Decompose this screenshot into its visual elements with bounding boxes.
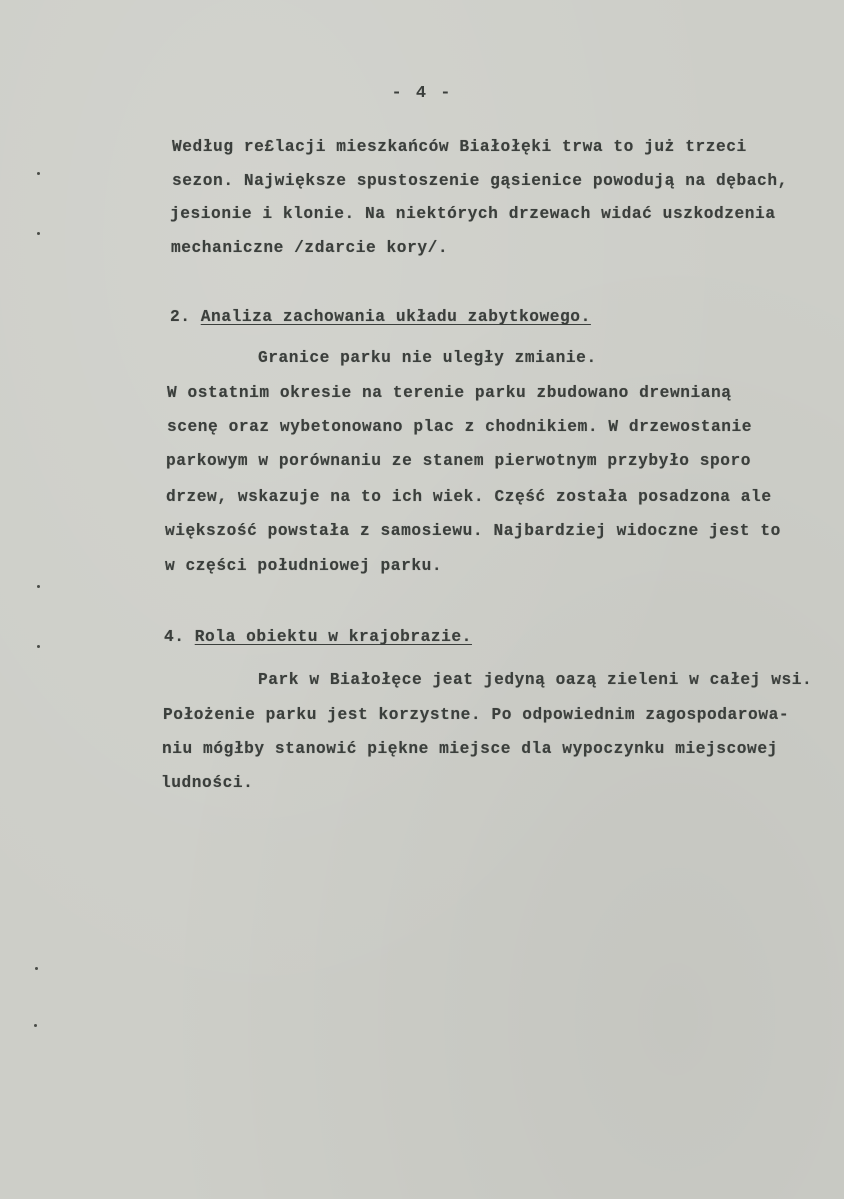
section-4-number: 4. — [164, 628, 185, 646]
paragraph-2-line-5: drzew, wskazuje na to ich wiek. Część została posadzona ale — [166, 488, 772, 506]
paragraph-2-line-3: scenę oraz wybetonowano plac z chodnikiem. W drzewostanie — [167, 418, 753, 436]
paragraph-2-line-6: większość powstała z samosiewu. Najbardziej widoczne jest to — [165, 522, 781, 540]
paragraph-2-line-4: parkowym w porównaniu ze stanem pierwotnym przybyło sporo — [166, 452, 752, 470]
binding-hole-mark — [37, 645, 40, 648]
binding-hole-mark — [35, 967, 38, 970]
section-2-title: Analiza zachowania układu zabytkowego. — [200, 308, 591, 326]
binding-hole-mark — [37, 232, 40, 235]
paragraph-2-line-2: W ostatnim okresie na terenie parku zbudowano drewnianą — [167, 384, 732, 402]
paragraph-3-line-3: niu mógłby stanowić piękne miejsce dla wypoczynku miejscowej — [162, 740, 778, 758]
page-number: - 4 - — [391, 84, 453, 103]
paragraph-2-line-7: w części południowej parku. — [165, 557, 443, 575]
section-2-heading — [170, 308, 591, 326]
paragraph-3-line-4: ludności. — [161, 774, 254, 792]
paragraph-1-line-3: jesionie i klonie. Na niektórych drzewach widać uszkodzenia — [170, 205, 776, 223]
binding-hole-mark — [34, 1024, 37, 1027]
section-4-heading — [164, 628, 472, 646]
paragraph-1-line-2: sezon. Największe spustoszenie gąsienice powodują na dębach, — [172, 172, 788, 190]
paragraph-1-line-1: Według re£lacji mieszkańców Białołęki trwa to już trzeci — [172, 138, 747, 156]
paragraph-2-line-1: Granice parku nie uległy zmianie. — [258, 349, 597, 367]
section-4-title: Rola obiektu w krajobrazie. — [194, 628, 472, 646]
paragraph-1-line-4: mechaniczne /zdarcie kory/. — [171, 239, 449, 257]
paragraph-3-line-2: Położenie parku jest korzystne. Po odpowiednim zagospodarowa- — [163, 706, 790, 724]
binding-hole-mark — [37, 172, 40, 175]
binding-hole-mark — [37, 585, 40, 588]
paragraph-3-line-1: Park w Białołęce jeat jedyną oazą zieleni w całej wsi. — [258, 671, 813, 689]
section-2-number: 2. — [170, 308, 191, 326]
